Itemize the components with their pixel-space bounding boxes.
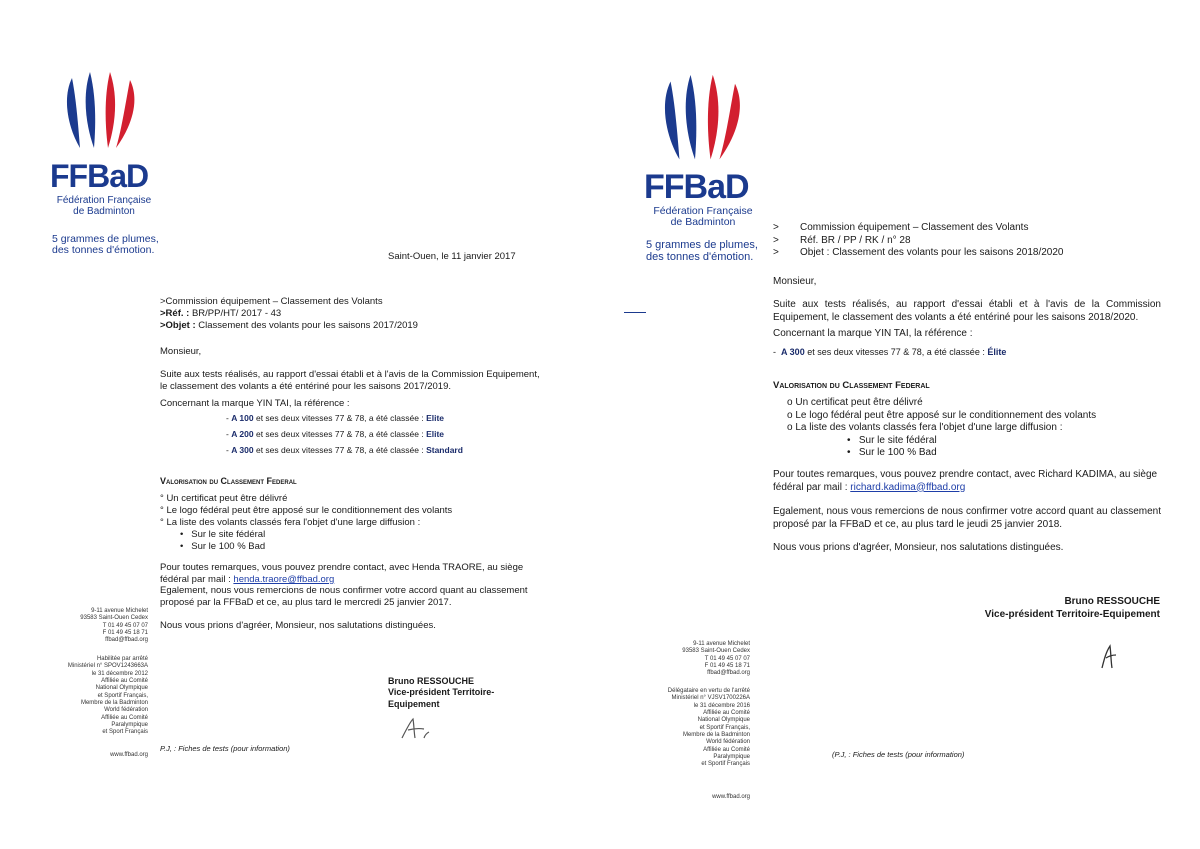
ref-line-ref: [160, 308, 418, 320]
object-label: >Objet :: [160, 319, 196, 331]
salutation: Monsieur,: [160, 346, 202, 357]
brand-slogan: [646, 240, 758, 263]
address-block: 9-11 avenue Michelet 93583 Saint-Ouen Cedex T 01 49 45 07 07 F 01 49 45 18 71 ffbad@ffbad.org: [80, 608, 148, 644]
contact-paragraph: [160, 562, 523, 586]
brand-subtitle: [644, 206, 762, 228]
valorisation-item: ° Un certificat peut être délivré: [160, 493, 288, 504]
signer-name: Bruno RESSOUCHE: [388, 676, 475, 686]
classification-item: - A 100 et ses deux vitesses 77 & 78, a été classée : Elite: [226, 413, 445, 423]
signer-title-line1: Vice-président Territoire-: [388, 687, 495, 698]
margin-mark: [624, 312, 646, 313]
closing-formula: Nous vous prions d'agréer, Monsieur, nos salutations distinguées.: [773, 542, 1064, 553]
confirm-line1: Egalement, nous vous remercions de nous confirmer votre accord quant au classement: [160, 585, 528, 596]
brand-subtitle-line1: Fédération Française: [56, 195, 152, 206]
paragraph-brand: Concernant la marque YIN TAI, la référence :: [160, 398, 350, 409]
brand-name: FFBaD: [50, 158, 149, 194]
classification-item: - A 200 et ses deux vitesses 77 & 78, a été classée : Elite: [226, 429, 445, 439]
salutation: Monsieur,: [773, 276, 817, 287]
ref-line: > Objet : Classement des volants pour les saisons 2018/2020: [773, 247, 1064, 258]
classification-item: - A 300 et ses deux vitesses 77 & 78, a été classée : Standard: [226, 445, 463, 455]
paragraph-tests: Suite aux tests réalisés, au rapport d'essai établi et à l'avis de la Commission Equipement, le classement des volants a été entériné pour les saisons 2018/2020.: [773, 299, 1161, 323]
signer-title: Vice-président Territoire-Equipement: [984, 608, 1160, 620]
valorisation-list: [160, 493, 452, 552]
brand-name: FFBaD: [644, 168, 749, 206]
valorisation-subitem: • Sur le 100 % Bad: [180, 540, 266, 552]
ffbad-logo-icon: [655, 70, 755, 162]
brand-subtitle-line2: de Badminton: [670, 216, 736, 229]
classification-item: - A 300 et ses deux vitesses 77 & 78, a été classée : Élite: [773, 347, 1007, 357]
object-value: Classement des volants pour les saisons 2017/2019: [198, 319, 418, 331]
signer-block: [985, 596, 1160, 621]
paragraph-brand: Concernant la marque YIN TAI, la référence :: [773, 328, 973, 339]
valorisation-subitem: • Sur le site fédéral: [847, 434, 937, 446]
attachments-note: P.J, : Fiches de tests (pour information): [160, 744, 290, 753]
confirm-line2: proposé par la FFBaD et ce, au plus tard le mercredi 25 janvier 2017.: [160, 596, 452, 608]
contact-line2: fédéral par mail : richard.kadima@ffbad.org: [773, 481, 966, 493]
valorisation-item: ° La liste des volants classés fera l'objet d'une large diffusion :: [160, 516, 421, 528]
brand-subtitle: [50, 196, 158, 217]
contact-email-link[interactable]: richard.kadima@ffbad.org: [850, 481, 966, 493]
valorisation-title: Valorisation du Classement Federal: [160, 476, 297, 486]
confirm-paragraph: Egalement, nous vous remercions de nous confirmer votre accord quant au classement proposé par la FFBaD et ce, au plus tard le jeudi 25 janvier 2018.: [773, 506, 1161, 530]
signature-icon: [1096, 642, 1126, 672]
ffbad-logo-icon: [58, 68, 148, 150]
signer-title-line2: Equipement: [388, 698, 440, 709]
paragraph-tests: [160, 369, 540, 393]
ref-line: > Réf. BR / PP / RK / n° 28: [773, 234, 911, 246]
valorisation-item: o La liste des volants classés fera l'objet d'une large diffusion :: [787, 422, 1063, 433]
valorisation-list: [787, 397, 1096, 460]
letter-date: Saint-Ouen, le 11 janvier 2017: [388, 251, 516, 262]
website: www.ffbad.org: [712, 794, 750, 800]
brand-slogan-line1: 5 grammes de plumes,: [646, 239, 758, 251]
ref-line-commission: >Commission équipement – Classement des Volants: [160, 296, 383, 307]
website: www.ffbad.org: [110, 752, 148, 758]
classification-list: [226, 413, 463, 461]
confirm-paragraph: [160, 585, 528, 609]
valorisation-item: o Le logo fédéral peut être apposé sur le conditionnement des volants: [787, 409, 1097, 421]
brand-slogan-line2: des tonnes d'émotion.: [646, 250, 754, 263]
contact-line1: Pour toutes remarques, vous pouvez prendre contact, avec Henda TRAORE, au siège: [160, 562, 524, 573]
contact-line1: Pour toutes remarques, vous pouvez prendre contact, avec Richard KADIMA, au siège: [773, 469, 1158, 480]
valorisation-subitem: • Sur le 100 % Bad: [847, 447, 937, 458]
valorisation-subitem: • Sur le site fédéral: [180, 528, 266, 540]
letter-ref-block: [160, 296, 418, 332]
brand-slogan-line1: 5 grammes de plumes,: [52, 233, 159, 245]
agreement-block: Délégataire en vertu de l'arrêté Ministériel n° VJSV1700226A le 31 décembre 2016 Affiliée au Comité National Olympique et Sportif Français, Membre de la Badminton World fédération Affiliée au Comité Paralympique et Sportif Français: [667, 688, 750, 768]
brand-subtitle-line2: de Badminton: [73, 205, 135, 217]
signature-icon: [398, 716, 432, 742]
brand-slogan: [52, 234, 159, 256]
ref-label: >Réf. :: [160, 307, 190, 319]
valorisation-item: o Un certificat peut être délivré: [787, 397, 923, 408]
paragraph-tests-line2: le classement des volants a été entériné pour les saisons 2017/2019.: [160, 380, 451, 392]
valorisation-item: ° Le logo fédéral peut être apposé sur le conditionnement des volants: [160, 504, 453, 516]
signer-name: Bruno RESSOUCHE: [1064, 596, 1160, 607]
letter-ref-block: [773, 222, 1064, 260]
letter-2018: [600, 0, 1200, 849]
closing-formula: Nous vous prions d'agréer, Monsieur, nos salutations distinguées.: [160, 620, 436, 631]
ref-line-object: [160, 320, 418, 332]
signer-block: [388, 676, 494, 710]
valorisation-title: Valorisation du Classement Federal: [773, 380, 930, 391]
brand-slogan-line2: des tonnes d'émotion.: [52, 244, 155, 257]
address-block: 9-11 avenue Michelet 93583 Saint-Ouen Cedex T 01 49 45 07 07 F 01 49 45 18 71 ffbad@ffbad.org: [682, 641, 750, 677]
contact-email-link[interactable]: henda.traore@ffbad.org: [233, 573, 335, 585]
attachments-note: (P.J, : Fiches de tests (pour information): [832, 750, 965, 759]
ref-line: > Commission équipement – Classement des Volants: [773, 222, 1029, 233]
ref-value: BR/PP/HT/ 2017 - 43: [191, 307, 282, 319]
brand-subtitle-line1: Fédération Française: [653, 205, 753, 217]
agreement-block: Habilitée par arrêté Ministériel n° SPOV1243663A le 31 décembre 2012 Affiliée au Comité National Olympique et Sportif Français, Membre de la Badminton World fédération Affiliée au Comité Paralympique et Sport Français: [67, 656, 148, 736]
contact-line2: fédéral par mail : henda.traore@ffbad.org: [160, 573, 335, 585]
contact-paragraph: [773, 469, 1157, 494]
paragraph-tests-line1: Suite aux tests réalisés, au rapport d'essai établi et à l'avis de la Commission Equipement,: [160, 369, 540, 380]
